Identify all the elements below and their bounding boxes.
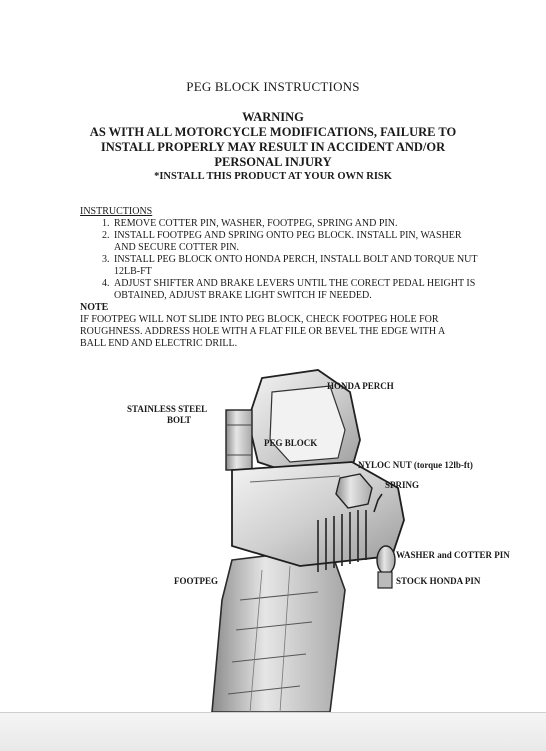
note-text: IF FOOTPEG WILL NOT SLIDE INTO PEG BLOCK, CHECK FOOTPEG HOLE FOR ROUGHNESS. ADDRESS HOLE WITH A FLAT FILE OR BEVEL THE EDGE WITH A BALL END AND ELECTRIC DRILL. <box>80 314 445 349</box>
label-honda-perch: HONDA PERCH <box>327 381 394 391</box>
page-title: PEG BLOCK INSTRUCTIONS <box>186 79 360 94</box>
label-stock-honda-pin: STOCK HONDA PIN <box>396 576 481 586</box>
instruction-step: 2. INSTALL FOOTPEG AND SPRING ONTO PEG BLOCK. INSTALL PIN, WASHER AND SECURE COTTER PIN. <box>112 230 480 254</box>
instruction-step: 1. REMOVE COTTER PIN, WASHER, FOOTPEG, SPRING AND PIN. <box>112 218 480 230</box>
label-stainless-bolt: STAINLESS STEEL BOLT <box>127 404 208 425</box>
label-nyloc-nut: NYLOC NUT (torque 12lb-ft) <box>358 460 473 470</box>
footpeg-part <box>212 548 345 712</box>
stainless-bolt-part <box>226 410 252 470</box>
instructions-heading: INSTRUCTIONS <box>80 206 153 217</box>
label-spring: SPRING <box>385 480 420 490</box>
note-title: NOTE <box>80 302 109 313</box>
warning-subtext: *INSTALL THIS PRODUCT AT YOUR OWN RISK <box>154 171 392 182</box>
instruction-step: 3. INSTALL PEG BLOCK ONTO HONDA PERCH, INSTALL BOLT AND TORQUE NUT 12LB-FT <box>112 254 480 278</box>
warning-line: INSTALL PROPERLY MAY RESULT IN ACCIDENT AND/OR <box>100 140 446 154</box>
label-peg-block: PEG BLOCK <box>264 438 318 448</box>
warning-heading: WARNING <box>242 110 304 124</box>
instruction-step: 4. ADJUST SHIFTER AND BRAKE LEVERS UNTIL THE CORECT PEDAL HEIGHT IS OBTAINED, ADJUST BRAKE LIGHT SWITCH IF NEEDED. <box>112 278 480 302</box>
label-washer-cotter-pin: WASHER and COTTER PIN <box>396 550 510 560</box>
page-bottom-edge <box>0 712 546 751</box>
warning-line: PERSONAL INJURY <box>214 155 332 169</box>
label-footpeg: FOOTPEG <box>174 576 219 586</box>
warning-line: AS WITH ALL MOTORCYCLE MODIFICATIONS, FAILURE TO <box>89 125 457 139</box>
washer-pin-part <box>377 546 395 588</box>
